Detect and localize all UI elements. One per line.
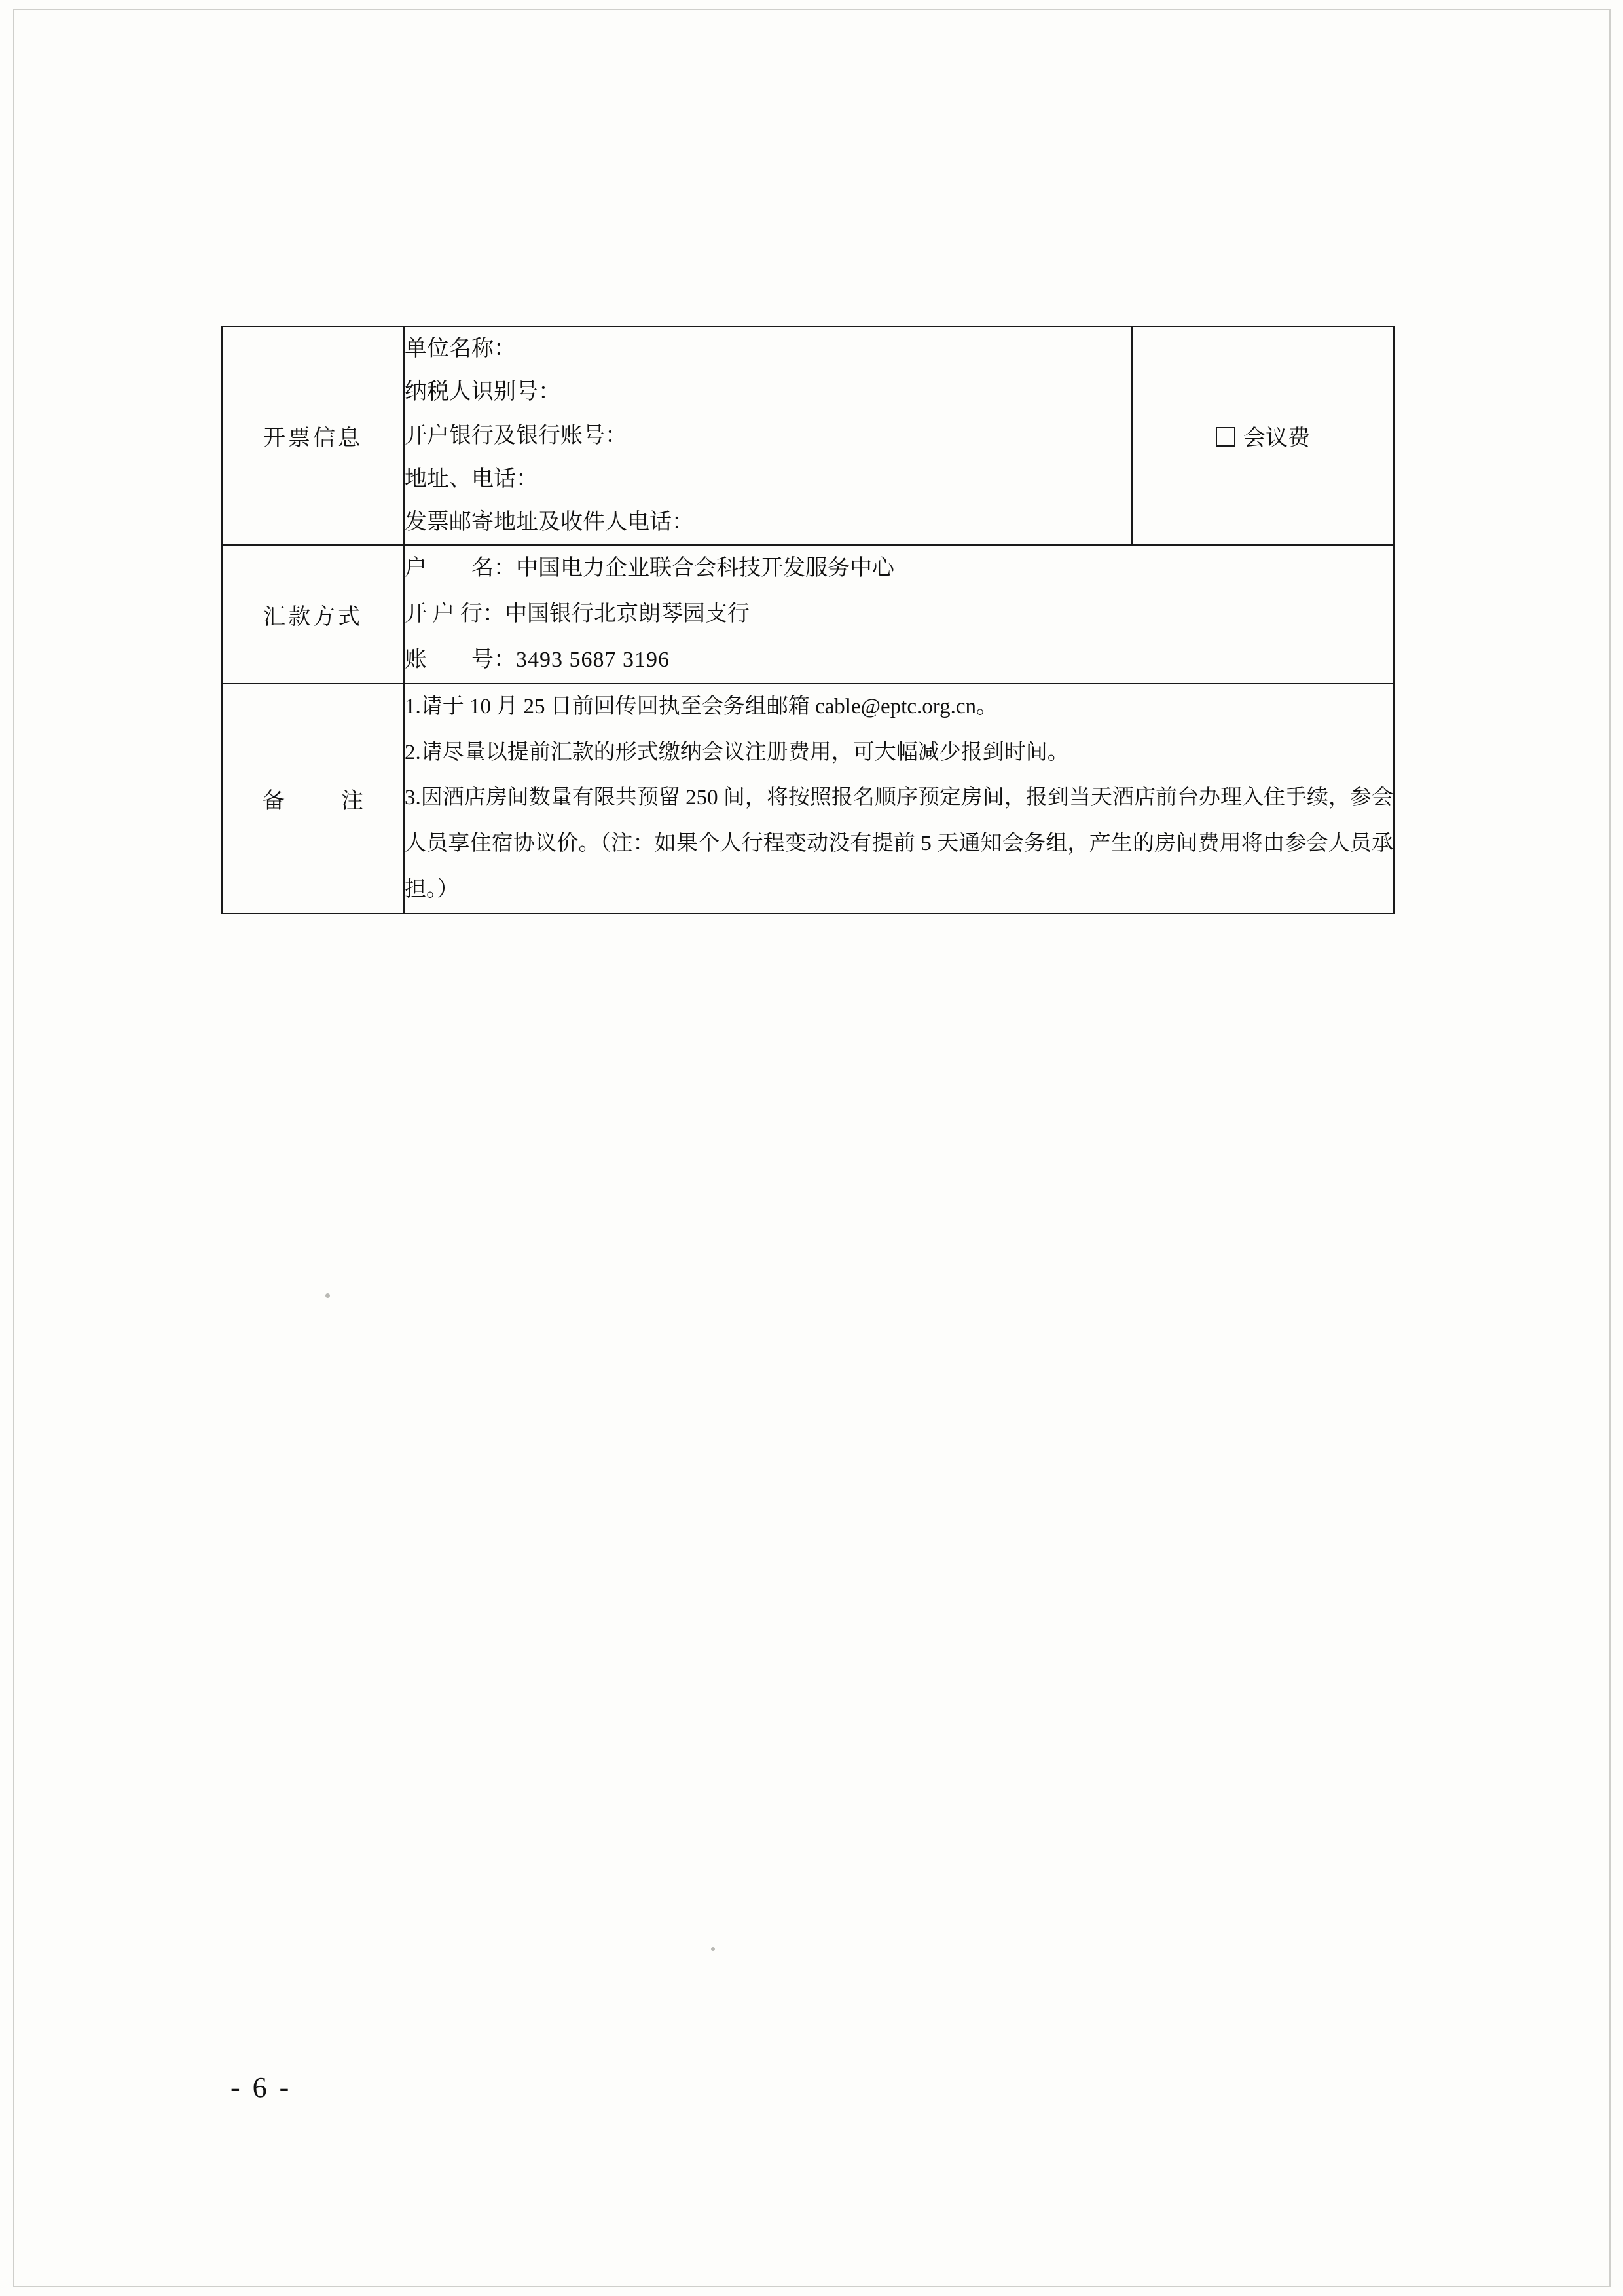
notes-cell xyxy=(404,684,1394,914)
invoice-field-bank-account: 开户银行及银行账号： xyxy=(405,423,627,448)
note-item-2: 2.请尽量以提前汇款的形式缴纳会议注册费用，可大幅减少报到时间。 xyxy=(405,740,1069,764)
invoice-field-mailing-address: 发票邮寄地址及收件人电话： xyxy=(405,510,694,535)
registration-info-table xyxy=(221,326,1395,914)
note-item-1: 1.请于 10 月 25 日前回传回执至会务组邮箱 cable@eptc.org.cn。 xyxy=(405,694,998,718)
scan-speck xyxy=(711,1947,715,1951)
fee-type-label: 会议费 xyxy=(1243,426,1310,451)
invoice-field-taxpayer-id: 纳税人识别号： xyxy=(405,380,560,405)
remittance-bank-key: 开 户 行： xyxy=(405,602,505,627)
scan-speck xyxy=(325,1293,330,1298)
invoice-fields-cell xyxy=(404,327,1132,545)
remittance-bank-row xyxy=(405,591,1393,637)
row-label-invoice-info: 开票信息 xyxy=(222,327,404,545)
checkbox-icon[interactable] xyxy=(1216,427,1235,447)
remittance-account-name-key: 户 名： xyxy=(405,556,516,581)
row-label-notes: 备 注 xyxy=(222,684,404,914)
remittance-account-name-row xyxy=(405,546,1393,591)
table-row-invoice-info xyxy=(222,327,1394,545)
remittance-account-name-value: 中国电力企业联合会科技开发服务中心 xyxy=(516,556,894,581)
remittance-bank-value: 中国银行北京朗琴园支行 xyxy=(505,602,750,627)
remittance-account-number-value: 3493 5687 3196 xyxy=(516,647,670,672)
remittance-account-number-row xyxy=(405,637,1393,683)
table-row-remittance xyxy=(222,545,1394,683)
table-row-notes xyxy=(222,684,1394,914)
invoice-field-address-phone: 地址、电话： xyxy=(405,466,538,491)
note-item-3: 3.因酒店房间数量有限共预留 250 间，将按照报名顺序预定房间，报到当天酒店前台办理入住手续，参会人员享住宿协议价。（注：如果个人行程变动没有提前 5 天通知会务组，产生的房间费用将由参会人员承担。） xyxy=(405,786,1393,902)
row-label-remittance: 汇款方式 xyxy=(222,545,404,683)
remittance-details-cell xyxy=(404,545,1394,683)
fee-type-cell[interactable] xyxy=(1132,327,1394,545)
invoice-field-company-name: 单位名称： xyxy=(405,337,516,361)
page-number: - 6 - xyxy=(230,2071,292,2103)
remittance-account-number-key: 账 号： xyxy=(405,647,516,672)
